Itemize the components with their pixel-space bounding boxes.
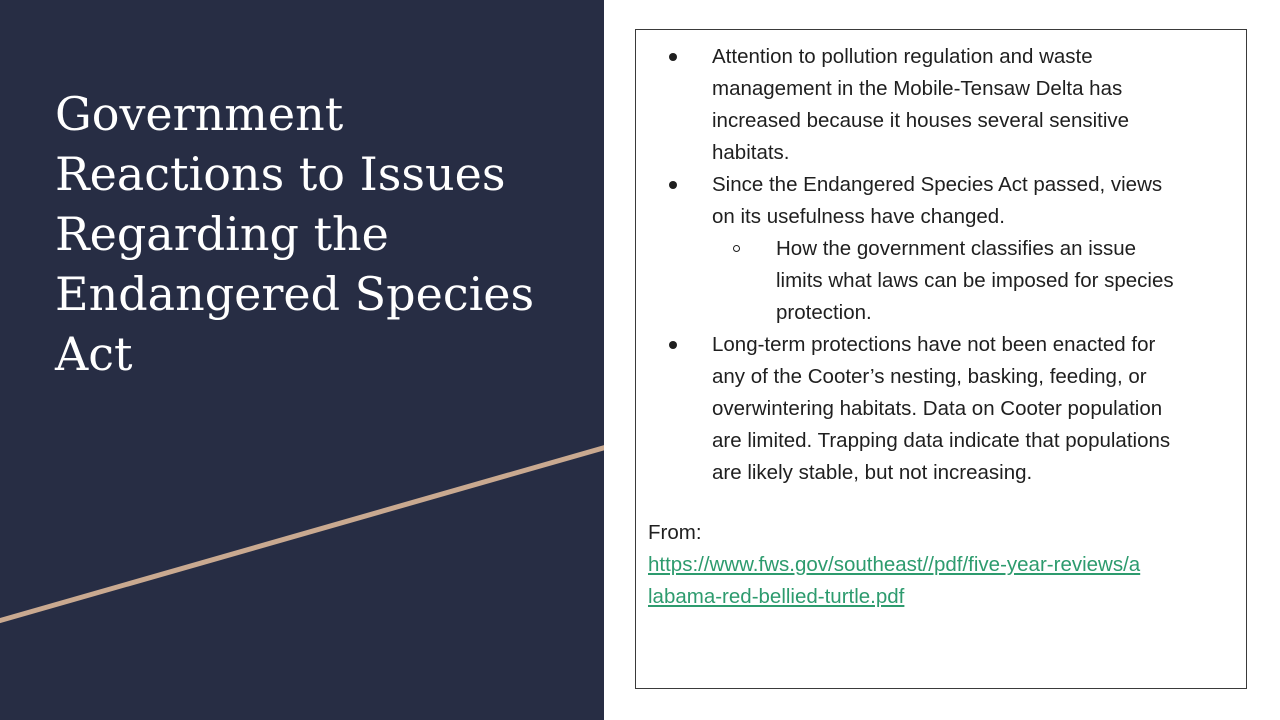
bullet-1-line-4: habitats.: [712, 141, 790, 164]
bullet-marker: [669, 181, 677, 189]
sub-bullet-line-2: limits what laws can be imposed for species: [776, 269, 1174, 292]
bullet-1-line-2: management in the Mobile-Tensaw Delta has: [712, 77, 1123, 100]
sub-bullet-marker: [733, 245, 740, 252]
bullet-1-line-3: increased because it houses several sensitive: [712, 109, 1130, 132]
bullet-marker: [669, 53, 677, 61]
bullet-1-line-1: Attention to pollution regulation and waste: [712, 45, 1093, 68]
decorative-diagonal-line: [0, 0, 604, 720]
bullet-marker: [669, 341, 677, 349]
content-box: [635, 29, 1247, 689]
sub-bullet-line-1: How the government classifies an issue: [776, 237, 1137, 260]
bullet-3-line-2: any of the Cooter’s nesting, basking, feeding, or: [712, 365, 1147, 388]
slide-title: Government Reactions to Issues Regarding the Endangered Species Act: [55, 87, 535, 381]
bullet-2-line-1: Since the Endangered Species Act passed, views: [712, 173, 1163, 196]
title-panel: [0, 0, 604, 720]
bullet-3-line-4: are limited. Trapping data indicate that populations: [712, 429, 1171, 452]
source-link-line-2[interactable]: labama-red-bellied-turtle.pdf: [648, 585, 905, 608]
bullet-3-line-5: are likely stable, but not increasing.: [712, 461, 1033, 484]
source-label: From:: [648, 521, 702, 544]
bullet-3-line-3: overwintering habitats. Data on Cooter population: [712, 397, 1163, 420]
bullet-2-line-2: on its usefulness have changed.: [712, 205, 1005, 228]
sub-bullet-line-3: protection.: [776, 301, 872, 324]
bullet-3-line-1: Long-term protections have not been enacted for: [712, 333, 1156, 356]
source-link-line-1[interactable]: https://www.fws.gov/southeast//pdf/five-year-reviews/a: [648, 553, 1141, 576]
